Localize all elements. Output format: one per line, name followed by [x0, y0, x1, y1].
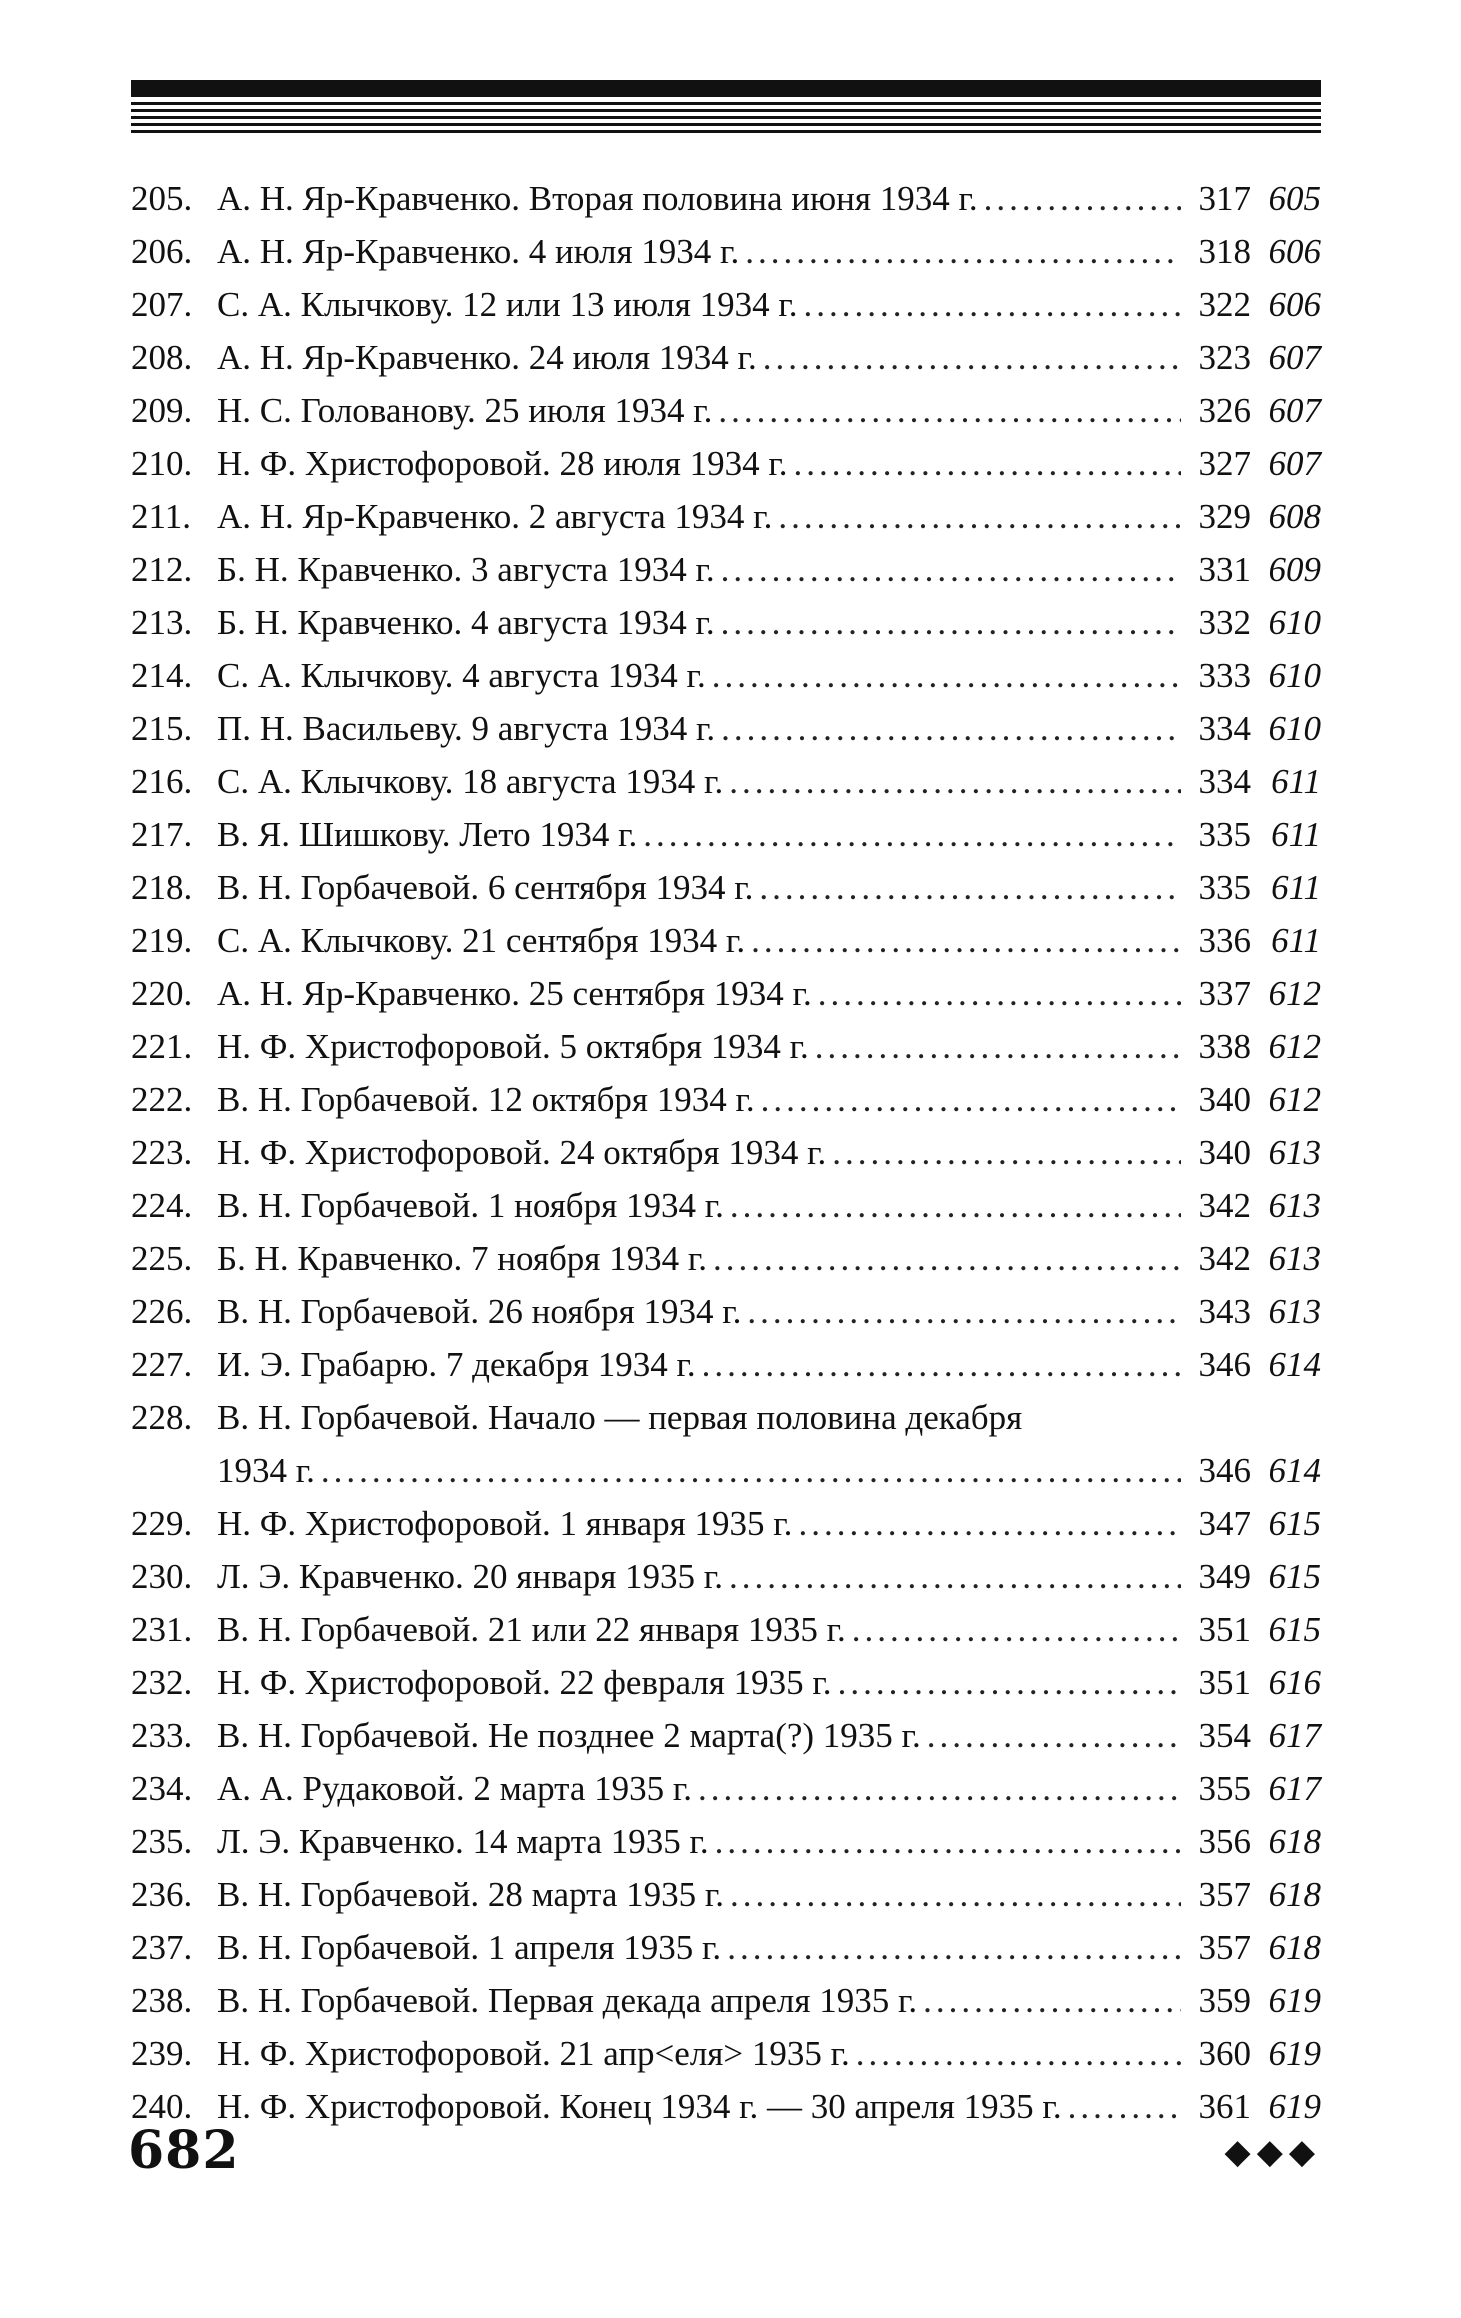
dot-leader: [730, 1179, 1181, 1232]
entry-body: [217, 808, 1321, 861]
entry-body: [217, 1497, 1321, 1550]
dot-leader: [761, 1073, 1181, 1126]
entry-commentary-page-number: 618: [1268, 1875, 1321, 1914]
entry-title: Н. Ф. Христофоровой. 22 февраля 1935 г.: [217, 1663, 832, 1702]
entry-page-number: 329: [1198, 497, 1251, 536]
entry-body: [217, 1020, 1321, 1073]
entry-page-number: 326: [1198, 391, 1251, 430]
entry-title: Н. Ф. Христофоровой. 1 января 1935 г.: [217, 1504, 793, 1543]
entry-commentary-page-number: 617: [1268, 1716, 1321, 1755]
dot-leader: [815, 1020, 1181, 1073]
entry-commentary-page-number: 611: [1271, 921, 1321, 960]
toc-entry: [131, 755, 1321, 808]
entry-body: [217, 596, 1321, 649]
dot-leader: [804, 278, 1181, 331]
entry-number: 216.: [131, 762, 193, 801]
toc-entry: [131, 172, 1321, 225]
entry-page-number: 357: [1198, 1928, 1251, 1967]
toc-entry: [131, 278, 1321, 331]
entry-commentary-page-number: 619: [1268, 2034, 1321, 2073]
entry-page-number: 334: [1198, 709, 1251, 748]
dot-leader: [763, 331, 1181, 384]
entry-body: [217, 1073, 1321, 1126]
entry-commentary-page-number: 613: [1268, 1239, 1321, 1278]
entry-page-number: 317: [1198, 179, 1251, 218]
entry-commentary-page-number: 619: [1268, 2087, 1321, 2126]
entry-number: 239.: [131, 2034, 193, 2073]
entry-body: [217, 1921, 1321, 1974]
entry-number: 210.: [131, 444, 193, 483]
dot-leader: [715, 1815, 1181, 1868]
toc-entry: [131, 1391, 1321, 1444]
dot-leader: [730, 1868, 1181, 1921]
entry-number: 206.: [131, 232, 193, 271]
table-of-contents: [131, 172, 1321, 2133]
dot-leader: [747, 1285, 1181, 1338]
entry-title: Н. Ф. Христофоровой. 5 октября 1934 г.: [217, 1027, 809, 1066]
dot-leader: [927, 1709, 1181, 1762]
entry-body: [217, 2027, 1321, 2080]
entry-title: Б. Н. Кравченко. 7 ноября 1934 г.: [217, 1239, 708, 1278]
toc-entry: [131, 490, 1321, 543]
toc-entry: [131, 1815, 1321, 1868]
entry-number: 229.: [131, 1504, 193, 1543]
dot-leader: [832, 1126, 1181, 1179]
entry-commentary-page-number: 614: [1268, 1451, 1321, 1490]
toc-entry: [131, 1020, 1321, 1073]
entry-title: С. А. Клычкову. 18 августа 1934 г.: [217, 762, 724, 801]
toc-entry: [131, 1550, 1321, 1603]
entry-title: В. Н. Горбачевой. 26 ноября 1934 г.: [217, 1292, 742, 1331]
entry-body: [217, 543, 1321, 596]
entry-title: Н. С. Голованову. 25 июля 1934 г.: [217, 391, 713, 430]
entry-body: [217, 1285, 1321, 1338]
entry-number: 222.: [131, 1080, 193, 1119]
entry-body: [217, 1974, 1321, 2027]
toc-entry: [131, 914, 1321, 967]
dot-leader: [852, 1603, 1181, 1656]
dot-leader: [729, 1550, 1181, 1603]
entry-number: 231.: [131, 1610, 193, 1649]
entry-body: [217, 649, 1321, 702]
entry-number: 237.: [131, 1928, 193, 1967]
entry-number: 215.: [131, 709, 193, 748]
toc-entry: [131, 808, 1321, 861]
entry-body: [217, 490, 1321, 543]
toc-entry: [131, 1974, 1321, 2027]
dot-leader: [712, 649, 1181, 702]
toc-entry: [131, 649, 1321, 702]
dot-leader: [721, 702, 1181, 755]
entry-body: [217, 1338, 1321, 1391]
entry-title: В. Н. Горбачевой. 28 марта 1935 г.: [217, 1875, 725, 1914]
entry-title: И. Э. Грабарю. 7 декабря 1934 г.: [217, 1345, 696, 1384]
toc-entry: [131, 1762, 1321, 1815]
toc-entry: [131, 1709, 1321, 1762]
entry-body: [217, 278, 1321, 331]
entry-title-continuation: 1934 г.: [217, 1451, 315, 1490]
entry-body: [217, 1868, 1321, 1921]
entry-body: [217, 1762, 1321, 1815]
entry-title: Л. Э. Кравченко. 20 января 1935 г.: [217, 1557, 723, 1596]
entry-body: [217, 755, 1321, 808]
entry-title: В. Н. Горбачевой. Начало — первая половина декабря: [217, 1398, 1023, 1437]
entry-title: В. Н. Горбачевой. 1 апреля 1935 г.: [217, 1928, 722, 1967]
entry-title: В. Н. Горбачевой. 1 ноября 1934 г.: [217, 1186, 724, 1225]
entry-page-number: 357: [1198, 1875, 1251, 1914]
entry-commentary-page-number: 607: [1268, 391, 1321, 430]
entry-page-number: 335: [1198, 868, 1251, 907]
entry-title: А. Н. Яр-Кравченко. 25 сентября 1934 г.: [217, 974, 812, 1013]
dot-leader: [718, 384, 1181, 437]
entry-body: [217, 1391, 1181, 1444]
entry-title: В. Н. Горбачевой. 12 октября 1934 г.: [217, 1080, 755, 1119]
entry-commentary-page-number: 606: [1268, 285, 1321, 324]
entry-title: Н. Ф. Христофоровой. 28 июля 1934 г.: [217, 444, 788, 483]
entry-body: [217, 914, 1321, 967]
dot-leader: [759, 861, 1181, 914]
entry-number: 218.: [131, 868, 193, 907]
entry-body: [217, 1550, 1321, 1603]
entry-page-number: 332: [1198, 603, 1251, 642]
dot-leader: [856, 2027, 1181, 2080]
dot-leader: [643, 808, 1181, 861]
entry-commentary-page-number: 607: [1268, 338, 1321, 377]
entry-page-number: 338: [1198, 1027, 1251, 1066]
entry-commentary-page-number: 609: [1268, 550, 1321, 589]
entry-number: 234.: [131, 1769, 193, 1808]
dot-leader: [721, 596, 1181, 649]
dot-leader: [984, 172, 1181, 225]
entry-body: [217, 384, 1321, 437]
toc-entry: [131, 1179, 1321, 1232]
dot-leader: [1068, 2080, 1181, 2133]
entry-number: 227.: [131, 1345, 193, 1384]
dot-leader: [729, 755, 1181, 808]
entry-commentary-page-number: 610: [1268, 603, 1321, 642]
toc-entry: [131, 1656, 1321, 1709]
dot-leader: [923, 1974, 1181, 2027]
dot-leader: [818, 967, 1181, 1020]
entry-commentary-page-number: 618: [1268, 1928, 1321, 1967]
entry-body: [217, 2080, 1321, 2133]
toc-entry: [131, 702, 1321, 755]
entry-number: 214.: [131, 656, 193, 695]
entry-page-number: 333: [1198, 656, 1251, 695]
entry-page-number: 322: [1198, 285, 1251, 324]
entry-body: [217, 1656, 1321, 1709]
entry-body: [217, 331, 1321, 384]
entry-page-number: 343: [1198, 1292, 1251, 1331]
header-thin-line: [131, 123, 1321, 126]
entry-number: 225.: [131, 1239, 193, 1278]
entry-page-number: 346: [1198, 1451, 1251, 1490]
entry-number: 209.: [131, 391, 193, 430]
entry-body: [217, 1815, 1321, 1868]
entry-commentary-page-number: 607: [1268, 444, 1321, 483]
entry-page-number: 340: [1198, 1080, 1251, 1119]
entry-number: 233.: [131, 1716, 193, 1755]
entry-number: 226.: [131, 1292, 193, 1331]
entry-body: [217, 702, 1321, 755]
toc-entry: [131, 1497, 1321, 1550]
entry-title: В. Н. Горбачевой. 6 сентября 1934 г.: [217, 868, 754, 907]
entry-body: [217, 172, 1321, 225]
entry-page-number: 355: [1198, 1769, 1251, 1808]
toc-entry: [131, 1126, 1321, 1179]
entry-commentary-page-number: 612: [1268, 1080, 1321, 1119]
dot-leader: [745, 225, 1181, 278]
entry-title: А. Н. Яр-Кравченко. Вторая половина июня 1934 г.: [217, 179, 978, 218]
header-thick-bar: [131, 80, 1321, 97]
entry-commentary-page-number: 612: [1268, 974, 1321, 1013]
toc-entry: [131, 437, 1321, 490]
entry-number: 207.: [131, 285, 193, 324]
entry-body: [217, 1126, 1321, 1179]
entry-page-number: 356: [1198, 1822, 1251, 1861]
entry-body: [217, 1179, 1321, 1232]
entry-body: [217, 1232, 1321, 1285]
entry-number: 230.: [131, 1557, 193, 1596]
entry-page-number: 359: [1198, 1981, 1251, 2020]
entry-number: 220.: [131, 974, 193, 1013]
entry-number: 211.: [131, 497, 191, 536]
entry-title: А. Н. Яр-Кравченко. 24 июля 1934 г.: [217, 338, 757, 377]
entry-title: С. А. Клычкову. 4 августа 1934 г.: [217, 656, 706, 695]
entry-title: Л. Э. Кравченко. 14 марта 1935 г.: [217, 1822, 709, 1861]
entry-commentary-page-number: 615: [1268, 1557, 1321, 1596]
entry-title: В. Н. Горбачевой. 21 или 22 января 1935 г.: [217, 1610, 846, 1649]
dot-leader: [721, 543, 1181, 596]
entry-number: 236.: [131, 1875, 193, 1914]
entry-page-number: 349: [1198, 1557, 1251, 1596]
entry-page-number: 318: [1198, 232, 1251, 271]
entry-number: 219.: [131, 921, 193, 960]
entry-commentary-page-number: 611: [1271, 868, 1321, 907]
toc-entry: [131, 1921, 1321, 1974]
toc-entry: [131, 2027, 1321, 2080]
entry-title: П. Н. Васильеву. 9 августа 1934 г.: [217, 709, 716, 748]
entry-number: 205.: [131, 179, 193, 218]
entry-number: 232.: [131, 1663, 193, 1702]
entry-number: 213.: [131, 603, 193, 642]
entry-title: А. Н. Яр-Кравченко. 4 июля 1934 г.: [217, 232, 740, 271]
entry-title: Б. Н. Кравченко. 3 августа 1934 г.: [217, 550, 715, 589]
toc-entry: [131, 543, 1321, 596]
entry-commentary-page-number: 619: [1268, 1981, 1321, 2020]
entry-page-number: 360: [1198, 2034, 1251, 2073]
dot-leader: [713, 1232, 1181, 1285]
entry-commentary-page-number: 615: [1268, 1504, 1321, 1543]
dot-leader: [778, 490, 1181, 543]
dot-leader: [321, 1444, 1181, 1497]
entry-page-number: 354: [1198, 1716, 1251, 1755]
entry-title: Н. Ф. Христофоровой. 24 октября 1934 г.: [217, 1133, 827, 1172]
toc-entry: [131, 1603, 1321, 1656]
header-thin-line: [131, 109, 1321, 112]
toc-entry: [131, 1285, 1321, 1338]
entry-page-number: 361: [1198, 2087, 1251, 2126]
dot-leader: [727, 1921, 1181, 1974]
entry-title: Н. Ф. Христофоровой. Конец 1934 г. — 30 апреля 1935 г.: [217, 2087, 1062, 2126]
entry-page-number: 351: [1198, 1610, 1251, 1649]
entry-commentary-page-number: 605: [1268, 179, 1321, 218]
entry-commentary-page-number: 611: [1271, 762, 1321, 801]
toc-entry: [131, 596, 1321, 649]
toc-entry: [131, 2080, 1321, 2133]
dot-leader: [702, 1338, 1181, 1391]
entry-commentary-page-number: 611: [1271, 815, 1321, 854]
dot-leader: [838, 1656, 1181, 1709]
entry-title: Б. Н. Кравченко. 4 августа 1934 г.: [217, 603, 715, 642]
dot-leader: [793, 437, 1181, 490]
entry-title: Н. Ф. Христофоровой. 21 апр<еля> 1935 г.: [217, 2034, 850, 2073]
entry-commentary-page-number: 614: [1268, 1345, 1321, 1384]
toc-entry: [131, 1338, 1321, 1391]
entry-page-number: 340: [1198, 1133, 1251, 1172]
entry-body: [217, 1444, 1321, 1497]
entry-number: 217.: [131, 815, 193, 854]
entry-commentary-page-number: 610: [1268, 656, 1321, 695]
entry-number: 224.: [131, 1186, 193, 1225]
entry-page-number: 342: [1198, 1186, 1251, 1225]
entry-body: [217, 1709, 1321, 1762]
entry-page-number: 351: [1198, 1663, 1251, 1702]
entry-page-number: 331: [1198, 550, 1251, 589]
diamond-ornament-icon: ◆◆◆: [1224, 2132, 1321, 2172]
entry-commentary-page-number: 613: [1268, 1186, 1321, 1225]
entry-commentary-page-number: 617: [1268, 1769, 1321, 1808]
header-rule-ornament: [131, 80, 1321, 134]
entry-commentary-page-number: 606: [1268, 232, 1321, 271]
entry-commentary-page-number: 613: [1268, 1133, 1321, 1172]
entry-title: А. Н. Яр-Кравченко. 2 августа 1934 г.: [217, 497, 773, 536]
entry-number: 228.: [131, 1398, 193, 1437]
entry-commentary-page-number: 616: [1268, 1663, 1321, 1702]
entry-title: С. А. Клычкову. 21 сентября 1934 г.: [217, 921, 746, 960]
toc-entry: [131, 1232, 1321, 1285]
toc-entry: [131, 384, 1321, 437]
entry-page-number: 336: [1198, 921, 1251, 960]
page-number: 682: [128, 2120, 240, 2181]
entry-commentary-page-number: 618: [1268, 1822, 1321, 1861]
dot-leader: [698, 1762, 1181, 1815]
entry-body: [217, 225, 1321, 278]
entry-body: [217, 967, 1321, 1020]
dot-leader: [751, 914, 1181, 967]
entry-commentary-page-number: 608: [1268, 497, 1321, 536]
entry-body: [217, 861, 1321, 914]
entry-title: С. А. Клычкову. 12 или 13 июля 1934 г.: [217, 285, 798, 324]
entry-title: В. Н. Горбачевой. Не позднее 2 марта(?) 1935 г.: [217, 1716, 921, 1755]
entry-title: В. Я. Шишкову. Лето 1934 г.: [217, 815, 638, 854]
entry-page-number: 323: [1198, 338, 1251, 377]
entry-title: А. А. Рудаковой. 2 марта 1935 г.: [217, 1769, 693, 1808]
entry-number: 240.: [131, 2087, 193, 2126]
entry-commentary-page-number: 613: [1268, 1292, 1321, 1331]
entry-number: 238.: [131, 1981, 193, 2020]
entry-number: 212.: [131, 550, 193, 589]
entry-page-number: 347: [1198, 1504, 1251, 1543]
entry-page-number: 337: [1198, 974, 1251, 1013]
toc-entry: [131, 225, 1321, 278]
header-thin-line: [131, 116, 1321, 119]
entry-number: 208.: [131, 338, 193, 377]
entry-page-number: 334: [1198, 762, 1251, 801]
entry-number: 235.: [131, 1822, 193, 1861]
entry-number: 221.: [131, 1027, 193, 1066]
entry-page-number: 346: [1198, 1345, 1251, 1384]
entry-page-number: 342: [1198, 1239, 1251, 1278]
toc-entry-continuation: [131, 1444, 1321, 1497]
entry-page-number: 327: [1198, 444, 1251, 483]
toc-entry: [131, 1868, 1321, 1921]
toc-entry: [131, 1073, 1321, 1126]
entry-commentary-page-number: 612: [1268, 1027, 1321, 1066]
toc-entry: [131, 331, 1321, 384]
entry-commentary-page-number: 615: [1268, 1610, 1321, 1649]
entry-body: [217, 1603, 1321, 1656]
header-thin-line: [131, 130, 1321, 133]
entry-number: 223.: [131, 1133, 193, 1172]
toc-entry: [131, 967, 1321, 1020]
entry-commentary-page-number: 610: [1268, 709, 1321, 748]
entry-title: В. Н. Горбачевой. Первая декада апреля 1935 г.: [217, 1981, 918, 2020]
entry-body: [217, 437, 1321, 490]
header-thin-line: [131, 102, 1321, 105]
entry-page-number: 335: [1198, 815, 1251, 854]
toc-entry: [131, 861, 1321, 914]
dot-leader: [798, 1497, 1181, 1550]
